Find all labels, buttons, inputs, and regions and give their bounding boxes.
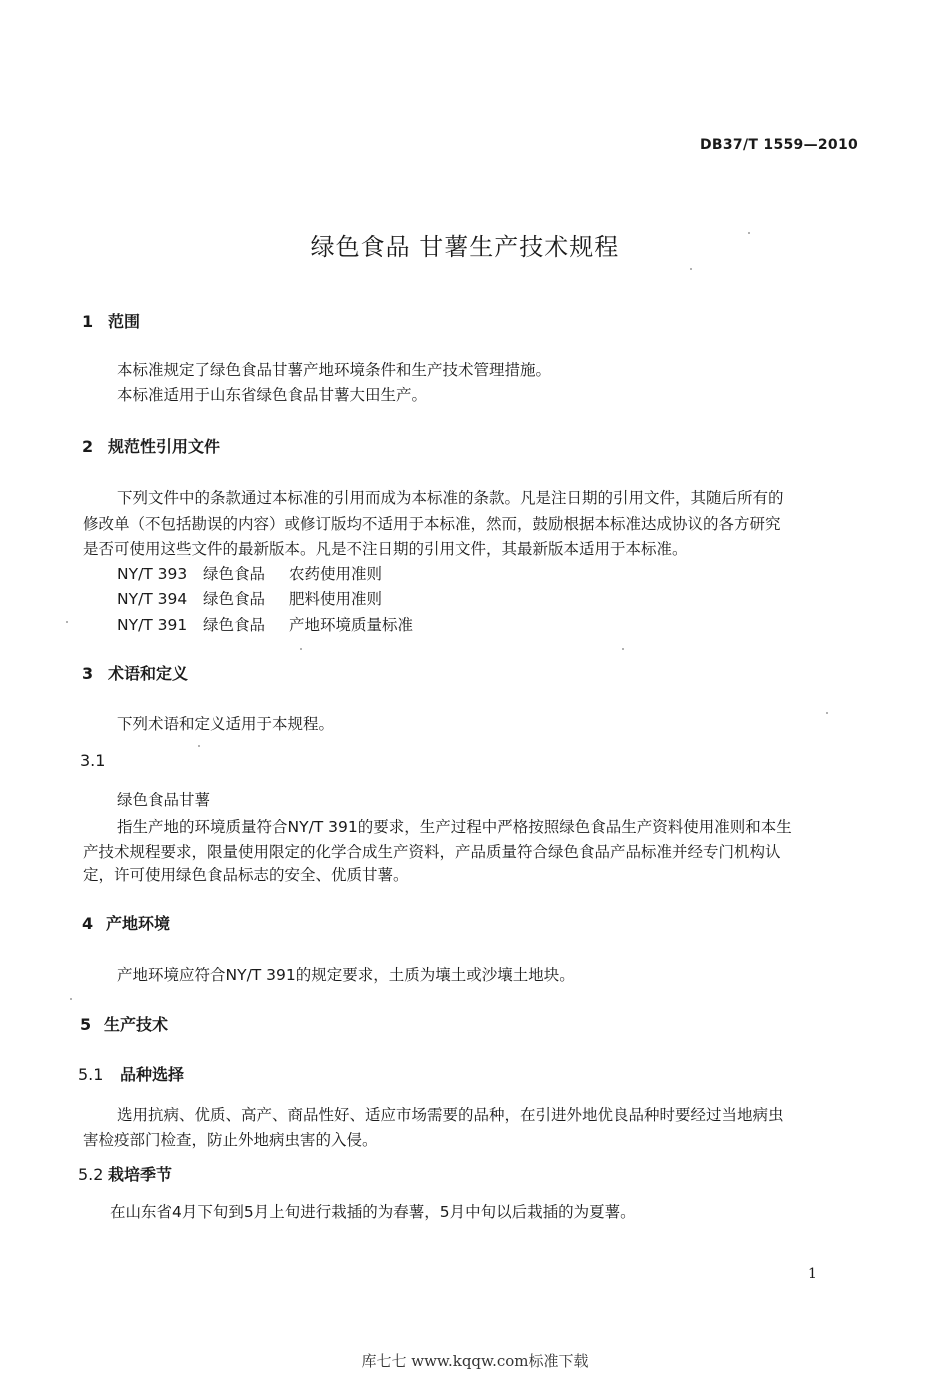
section-2-title: 规范性引用文件 <box>108 437 221 456</box>
subsection-5-1-title: 品种选择 <box>120 1065 185 1084</box>
term-title: 绿色食品甘薯 <box>117 791 211 809</box>
scan-speck <box>748 232 750 234</box>
term-definition-line-1: 指生产地的环境质量符合NY/T 391的要求，生产过程中严格按照绿色食品生产资料使用准则和本生 <box>117 818 792 836</box>
section-4-heading <box>82 911 170 934</box>
section-2-number: 2 <box>82 437 94 456</box>
scan-speck <box>300 648 302 650</box>
scan-speck <box>198 745 200 747</box>
section-3-number: 3 <box>82 664 94 683</box>
subsection-5-2-title: 栽培季节 <box>108 1165 173 1184</box>
term-definition-line-3: 定，许可使用绿色食品标志的安全、优质甘薯。 <box>83 866 409 884</box>
section-4-title: 产地环境 <box>106 914 171 933</box>
standard-code: DB37/T 1559—2010 <box>700 137 859 153</box>
term-definition-line-2: 产技术规程要求，限量使用限定的化学合成生产资料，产品质量符合绿色食品产品标准并经专门机构认 <box>83 843 781 861</box>
section-3-heading <box>82 661 188 684</box>
section-4-para-1: 产地环境应符合NY/T 391的规定要求，土质为壤土或沙壤土地块。 <box>117 966 575 984</box>
section-2-line-1: 下列文件中的条款通过本标准的引用而成为本标准的条款。凡是注日期的引用文件，其随后所有的 <box>117 489 784 507</box>
section-5-title: 生产技术 <box>104 1015 169 1034</box>
scan-speck <box>622 648 624 650</box>
section-1-para-1: 本标准规定了绿色食品甘薯产地环境条件和生产技术管理措施。 <box>117 361 552 379</box>
scan-speck <box>70 998 72 1000</box>
reference-code: NY/T 394 <box>117 590 188 608</box>
reference-category: 绿色食品 <box>203 590 266 608</box>
reference-name: 农药使用准则 <box>289 565 383 583</box>
reference-name: 产地环境质量标准 <box>289 616 414 634</box>
reference-code: NY/T 391 <box>117 616 188 634</box>
section-5-heading <box>80 1012 168 1035</box>
reference-item <box>117 562 382 584</box>
section-1-para-2: 本标准适用于山东省绿色食品甘薯大田生产。 <box>117 386 428 404</box>
reference-item <box>117 613 413 635</box>
section-4-number: 4 <box>82 914 94 933</box>
subsection-5-2-number: 5.2 <box>78 1165 104 1184</box>
download-watermark: 库七七 www.kqqw.com标准下载 <box>361 1352 589 1370</box>
section-1-title: 范围 <box>108 312 141 331</box>
section-2-line-3: 是否可使用这些文件的最新版本。凡是不注日期的引用文件，其最新版本适用于本标准。 <box>83 540 688 558</box>
document-title: 绿色食品 甘薯生产技术规程 <box>310 233 620 261</box>
subsection-3-1-number: 3.1 <box>80 751 106 770</box>
page-number: 1 <box>808 1266 817 1282</box>
section-3-title: 术语和定义 <box>108 664 189 683</box>
section-1-heading <box>82 309 140 332</box>
subsection-5-2-para-1: 在山东省4月下旬到5月上旬进行栽插的为春薯，5月中旬以后栽插的为夏薯。 <box>110 1203 636 1221</box>
section-1-number: 1 <box>82 312 94 331</box>
subsection-5-1-line-2: 害检疫部门检查，防止外地病虫害的入侵。 <box>83 1131 378 1149</box>
reference-code: NY/T 393 <box>117 565 188 583</box>
subsection-5-1-number: 5.1 <box>78 1065 104 1084</box>
scan-speck <box>826 712 828 714</box>
section-2-line-2: 修改单（不包括勘误的内容）或修订版均不适用于本标准，然而，鼓励根据本标准达成协议的各方研究 <box>83 515 781 533</box>
reference-category: 绿色食品 <box>203 616 266 634</box>
reference-name: 肥料使用准则 <box>289 590 383 608</box>
reference-item <box>117 587 382 609</box>
section-3-para-1: 下列术语和定义适用于本规程。 <box>117 715 335 733</box>
subsection-5-2-heading <box>78 1162 172 1185</box>
reference-category: 绿色食品 <box>203 565 266 583</box>
scan-speck <box>66 621 68 623</box>
subsection-5-1-heading <box>78 1062 184 1085</box>
section-2-heading <box>82 434 220 457</box>
section-5-number: 5 <box>80 1015 92 1034</box>
subsection-5-1-line-1: 选用抗病、优质、高产、商品性好、适应市场需要的品种，在引进外地优良品种时要经过当地病虫 <box>117 1106 784 1124</box>
scan-speck <box>690 268 692 270</box>
